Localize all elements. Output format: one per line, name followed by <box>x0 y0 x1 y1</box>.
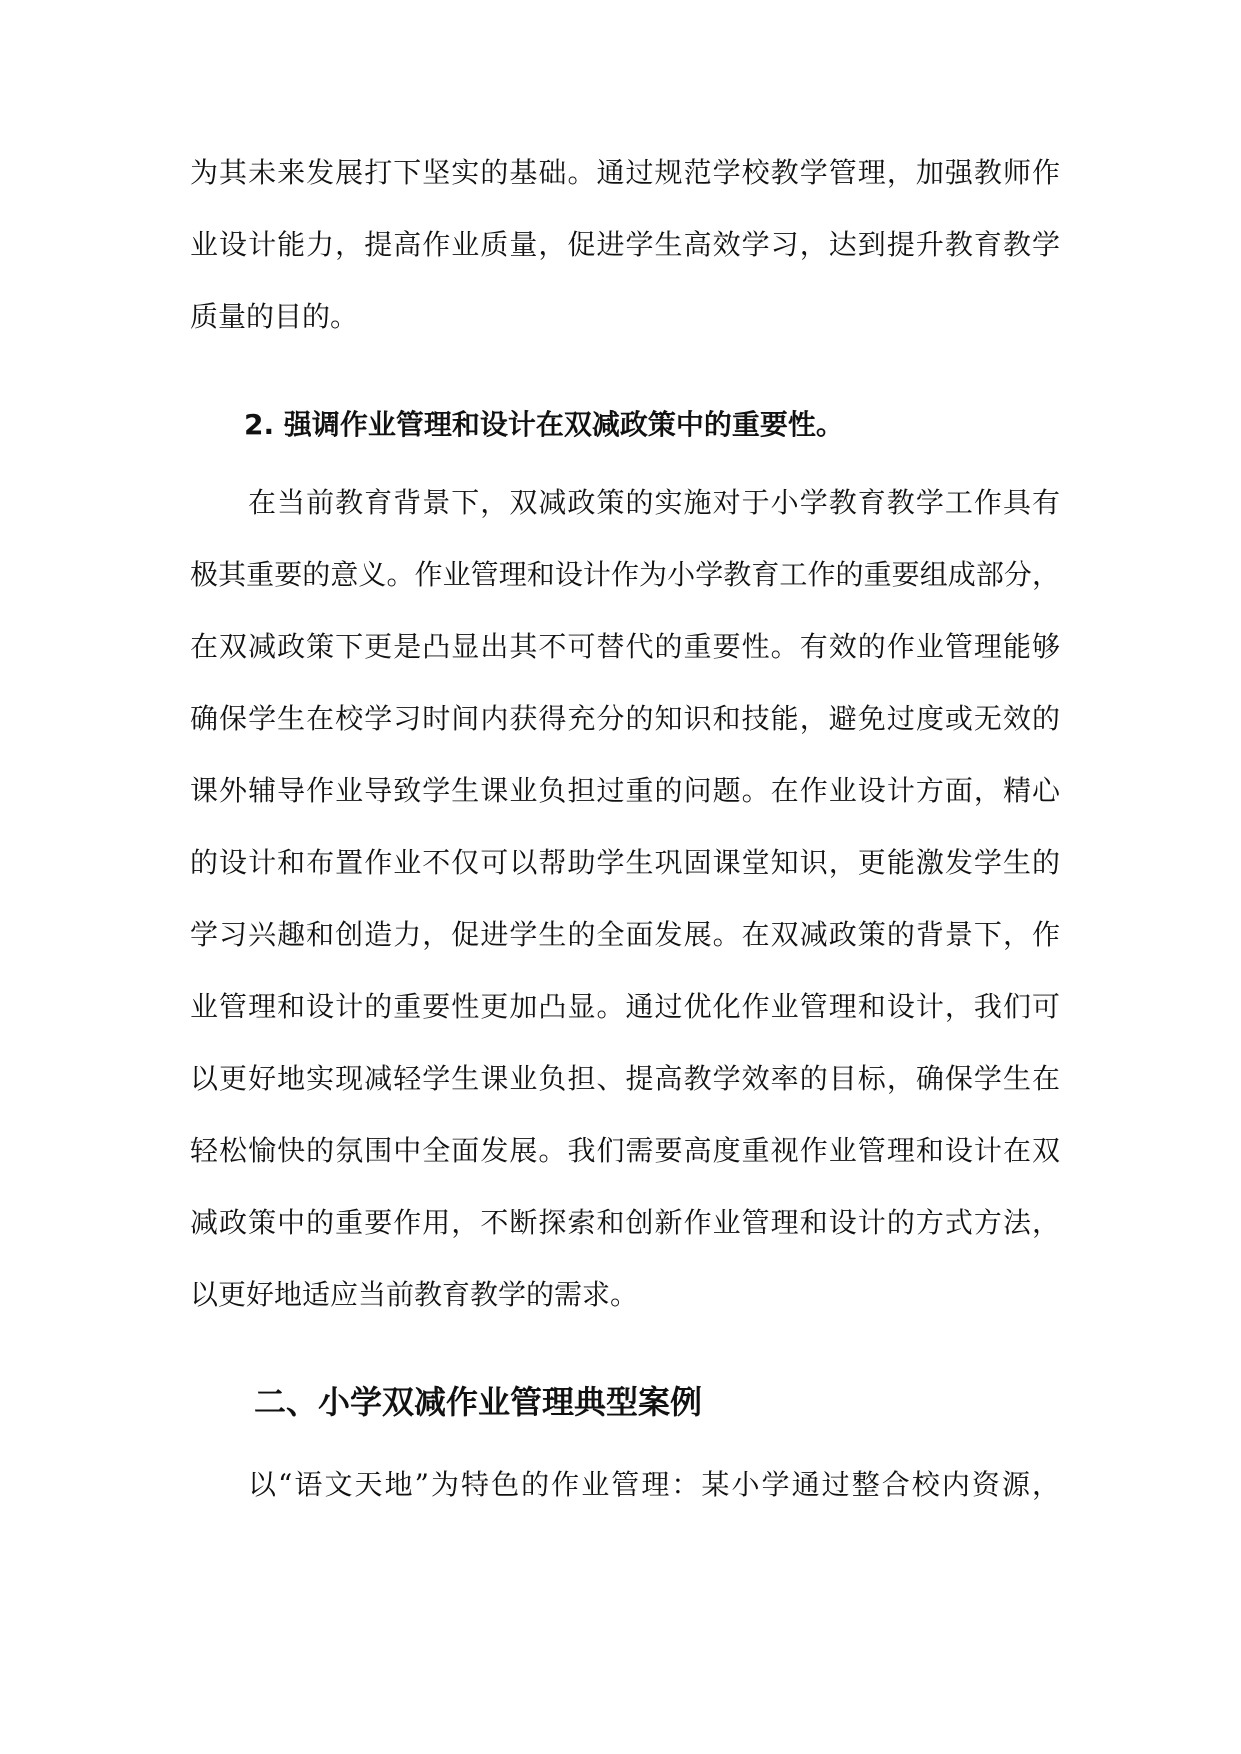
text-line: 减政策中的重要作用，不断探索和创新作业管理和设计的方式方法， <box>190 1206 1060 1239</box>
text-line: 轻松愉快的氛围中全面发展。我们需要高度重视作业管理和设计在双 <box>190 1134 1060 1167</box>
text-line: 的设计和布置作业不仅可以帮助学生巩固课堂知识，更能激发学生的 <box>190 846 1060 879</box>
text-line: 课外辅导作业导致学生课业负担过重的问题。在作业设计方面，精心 <box>190 774 1060 807</box>
text-line: 业管理和设计的重要性更加凸显。通过优化作业管理和设计，我们可 <box>190 990 1060 1023</box>
text-line: 以更好地实现减轻学生课业负担、提高教学效率的目标，确保学生在 <box>190 1062 1060 1095</box>
section-heading: 2. 强调作业管理和设计在双减政策中的重要性。 <box>244 408 844 441</box>
text-line: 极其重要的意义。作业管理和设计作为小学教育工作的重要组成部分， <box>190 558 1060 591</box>
text-line: 以更好地适应当前教育教学的需求。 <box>190 1278 639 1311</box>
text-line: 业设计能力，提高作业质量，促进学生高效学习，达到提升教育教学 <box>190 228 1060 261</box>
chapter-heading: 二、小学双减作业管理典型案例 <box>254 1383 703 1421</box>
text-line: 在当前教育背景下，双减政策的实施对于小学教育教学工作具有 <box>248 486 1060 519</box>
text-line: 确保学生在校学习时间内获得充分的知识和技能，避免过度或无效的 <box>190 702 1060 735</box>
text-line: 以“语文天地”为特色的作业管理：某小学通过整合校内资源， <box>248 1468 1060 1501</box>
text-line: 学习兴趣和创造力，促进学生的全面发展。在双减政策的背景下，作 <box>190 918 1060 951</box>
text-line: 为其未来发展打下坚实的基础。通过规范学校教学管理，加强教师作 <box>190 156 1060 189</box>
text-line: 质量的目的。 <box>190 300 359 333</box>
text-line: 在双减政策下更是凸显出其不可替代的重要性。有效的作业管理能够 <box>190 630 1060 663</box>
